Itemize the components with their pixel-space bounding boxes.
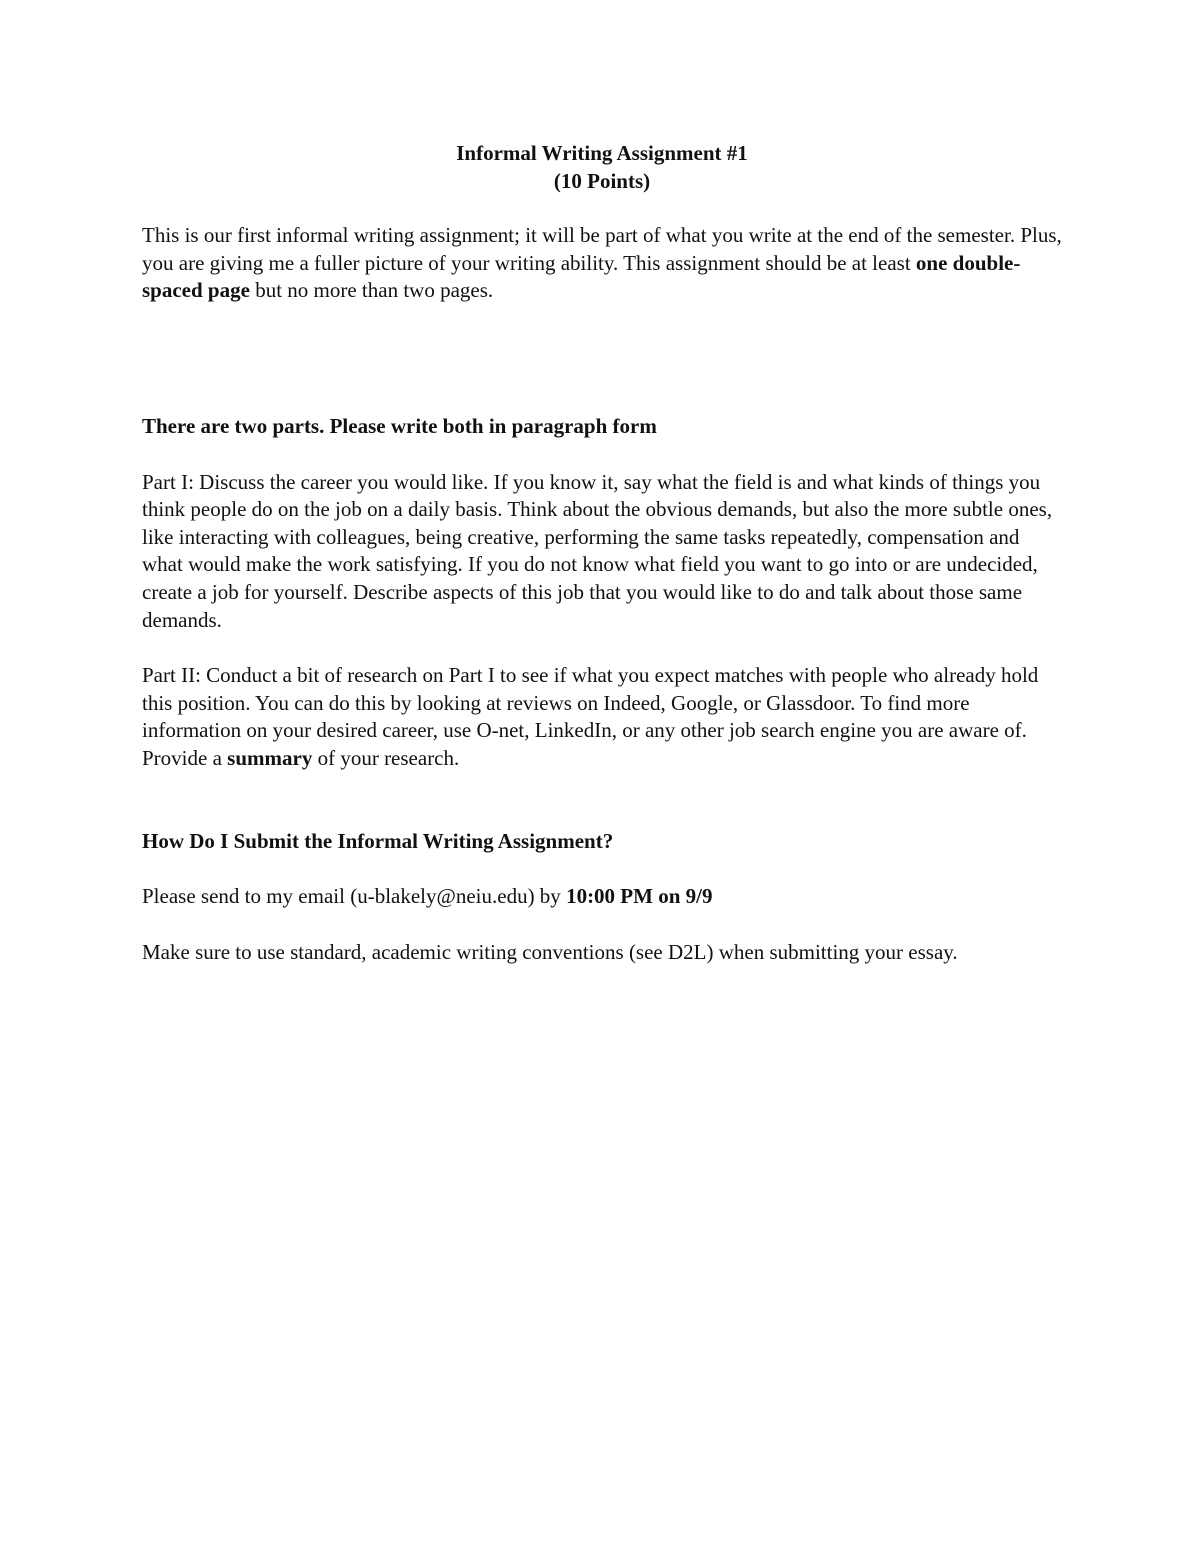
- page-title: Informal Writing Assignment #1: [456, 141, 748, 165]
- intro-paragraph: [142, 222, 1062, 305]
- submit-email-paragraph: [142, 883, 1062, 911]
- part-two-bold-summary: summary: [227, 745, 313, 770]
- intro-text-a: This is our first informal writing assignment; it will be part of what you write at the end of the semester. Plus, you are giving me a fuller picture of your writing ability. This assignment should be at least: [142, 223, 1062, 275]
- submit-heading: How Do I Submit the Informal Writing Assignment?: [142, 828, 614, 853]
- intro-text-b: but no more than two pages.: [249, 278, 494, 303]
- submit-email-text: Please send to my email (u-blakely@neiu.edu) by: [142, 884, 567, 909]
- title-block: [142, 140, 1062, 195]
- document-body: [142, 140, 1062, 966]
- parts-heading: There are two parts. Please write both in paragraph form: [142, 413, 657, 438]
- intro-bold-requirement: one double-spaced page: [142, 250, 1021, 303]
- points-subtitle: (10 Points): [553, 168, 651, 193]
- conventions-paragraph: Make sure to use standard, academic writing conventions (see D2L) when submitting your essay.: [142, 939, 958, 964]
- part-two-paragraph: [142, 662, 1062, 772]
- part-one-paragraph: Part I: Discuss the career you would like. If you know it, say what the field is and what kinds of things you think people do on the job on a daily basis. Think about the obvious demands, but also the more subtle ones, like interacting with colleagues, being creative, performing the same tasks repeatedly, compensation and what would make the work satisfying. If you do not know what field you want to go into or are undecided, create a job for yourself. Describe aspects of this job that you would like to do and talk about those same demands.: [142, 469, 1053, 632]
- submit-deadline: 10:00 PM on 9/9: [566, 884, 713, 909]
- part-two-text-b: of your research.: [312, 745, 460, 770]
- part-two-text-a: Part II: Conduct a bit of research on Part I to see if what you expect matches with people who already hold this position. You can do this by looking at reviews on Indeed, Google, or Glassdoor. To find more information on your desired career, use O-net, LinkedIn, or any other job search engine you are aware of. Provide a: [142, 663, 1039, 770]
